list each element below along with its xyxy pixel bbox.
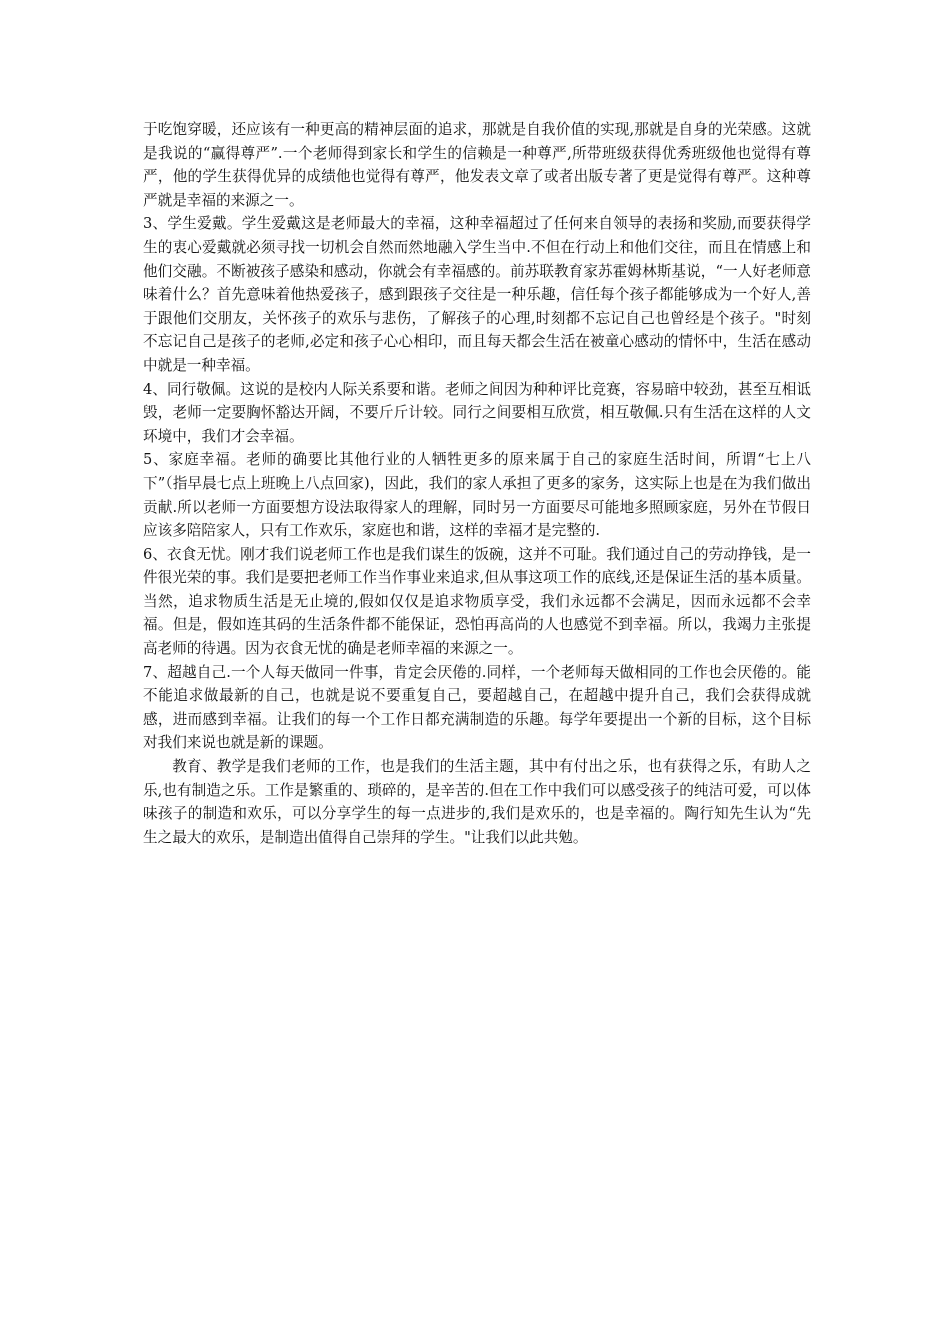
paragraph-peer-respect: 4、同行敬佩。这说的是校内人际关系要和谐。老师之间因为种种评比竞赛，容易暗中较劲，甚至互相诋毁，老师一定要胸怀豁达开阔，不要斤斤计较。同行之间要相互欣赏，相互敬佩.只有生活在这样的人文环境中，我们才会幸福。 [143,380,811,445]
paragraph-self-surpassing: 7、超越自己.一个人每天做同一件事，肯定会厌倦的.同样，一个老师每天做相同的工作也会厌倦的。能不能追求做最新的自己，也就是说不要重复自己，要超越自己，在超越中提升自己，我们会获得成就感，进而感到幸福。让我们的每一个工作日都充满制造的乐趣。每学年要提出一个新的目标，这个目标对我们来说也就是新的课题。 [143,663,811,752]
paragraph-conclusion: 教育、教学是我们老师的工作，也是我们的生活主题，其中有付出之乐，也有获得之乐，有助人之乐,也有制造之乐。工作是繁重的、琐碎的，是辛苦的.但在工作中我们可以感受孩子的纯洁可爱，可以体味孩子的制造和欢乐，可以分享学生的每一点进步的,我们是欢乐的，也是幸福的。陶行知先生认为“先生之最大的欢乐，是制造出值得自己崇拜的学生。"让我们以此共勉。 [143,758,811,846]
document-body [143,118,811,849]
paragraph-student-love: 3、学生爱戴。学生爱戴这是老师最大的幸福，这种幸福超过了任何来自领导的表扬和奖励,而要获得学生的衷心爱戴就必须寻找一切机会自然而然地融入学生当中.不但在行动上和他们交往，而且在情感上和他们交融。不断被孩子感染和感动，你就会有幸福感的。前苏联教育家苏霍姆林斯基说，“一人好老师意味着什么？首先意味着他热爱孩子，感到跟孩子交往是一种乐趣，信任每个孩子都能够成为一个好人,善于跟他们交朋友，关怀孩子的欢乐与悲伤，了解孩子的心理,时刻都不忘记自己也曾经是个孩子。"时刻不忘记自己是孩子的老师,必定和孩子心心相印，而且每天都会生活在被童心感动的情怀中，生活在感动中就是一种幸福。 [143,215,811,374]
paragraph-dignity-continued: 于吃饱穿暖，还应该有一种更高的精神层面的追求，那就是自我价值的实现,那就是自身的光荣感。这就是我说的“赢得尊严”.一个老师得到家长和学生的信赖是一种尊严,所带班级获得优秀班级他也觉得有尊严，他的学生获得优异的成绩他也觉得有尊严，他发表文章了或者出版专著了更是觉得有尊严。这种尊严就是幸福的来源之一。 [143,121,811,209]
paragraph-family-happiness: 5、家庭幸福。老师的确要比其他行业的人牺牲更多的原来属于自己的家庭生活时间，所谓“七上八下”（指早晨七点上班晚上八点回家)，因此，我们的家人承担了更多的家务，这实际上也是在为我们做出贡献.所以老师一方面要想方设法取得家人的理解，同时另一方面要尽可能地多照顾家庭，另外在节假日应该多陪陪家人，只有工作欢乐，家庭也和谐，这样的幸福才是完整的. [143,451,811,540]
paragraph-livelihood: 6、衣食无忧。刚才我们说老师工作也是我们谋生的饭碗，这并不可耻。我们通过自己的劳动挣钱，是一件很光荣的事。我们是要把老师工作当作事业来追求,但从事这项工作的底线,还是保证生活的基本质量。当然，追求物质生活是无止境的,假如仅仅是追求物质享受，我们永远都不会满足，因而永远都不会幸福。但是，假如连其码的生活条件都不能保证，恐怕再高尚的人也感觉不到幸福。所以，我竭力主张提高老师的待遇。因为衣食无忧的确是老师幸福的来源之一。 [143,545,811,658]
